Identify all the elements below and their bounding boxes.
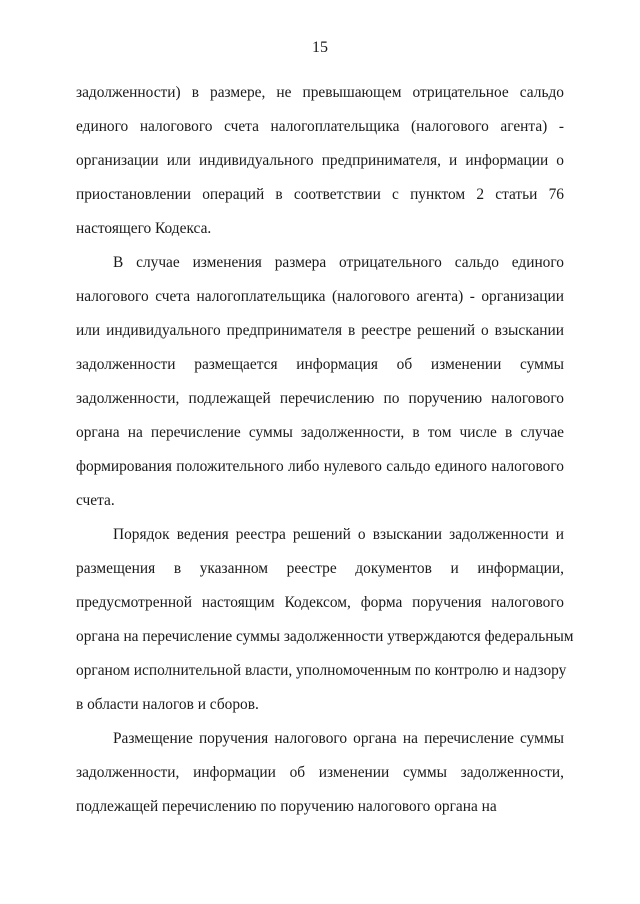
text-line: предусмотренной настоящим Кодексом, форма поручения налогового — [76, 594, 564, 611]
paragraph — [76, 722, 564, 824]
text-line: Размещение поручения налогового органа на перечисление суммы — [113, 730, 564, 747]
document-body — [76, 76, 574, 824]
paragraph — [76, 246, 564, 518]
text-line: органа на перечисление суммы задолженности утверждаются федеральным — [76, 628, 574, 645]
text-line: в области налогов и сборов. — [76, 696, 259, 713]
text-line: подлежащей перечислению по поручению налогового органа на — [76, 798, 497, 815]
text-line: или индивидуального предпринимателя в реестре решений о взыскании — [76, 322, 564, 339]
text-line: В случае изменения размера отрицательного сальдо единого — [113, 254, 564, 271]
text-line: задолженности) в размере, не превышающем отрицательное сальдо — [76, 84, 564, 101]
text-line: органа на перечисление суммы задолженности, в том числе в случае — [76, 424, 564, 441]
text-line: формирования положительного либо нулевого сальдо единого налогового — [76, 458, 564, 475]
page-number: 15 — [312, 39, 328, 56]
text-line: организации или индивидуального предпринимателя, и информации о — [76, 152, 564, 169]
text-line: задолженности размещается информация об изменении суммы — [76, 356, 564, 373]
text-line: счета. — [76, 492, 115, 509]
text-line: настоящего Кодекса. — [76, 220, 212, 237]
paragraph — [76, 76, 564, 246]
text-line: единого налогового счета налогоплательщика (налогового агента) - — [76, 118, 564, 135]
text-line: задолженности, подлежащей перечислению по поручению налогового — [76, 390, 564, 407]
text-line: налогового счета налогоплательщика (налогового агента) - организации — [76, 288, 564, 305]
paragraph — [76, 518, 574, 722]
text-line: Порядок ведения реестра решений о взыскании задолженности и — [113, 526, 564, 543]
text-line: размещения в указанном реестре документов и информации, — [76, 560, 564, 577]
text-line: органом исполнительной власти, уполномоченным по контролю и надзору — [76, 662, 567, 679]
text-line: задолженности, информации об изменении суммы задолженности, — [76, 764, 564, 781]
text-line: приостановлении операций в соответствии с пунктом 2 статьи 76 — [76, 186, 564, 203]
